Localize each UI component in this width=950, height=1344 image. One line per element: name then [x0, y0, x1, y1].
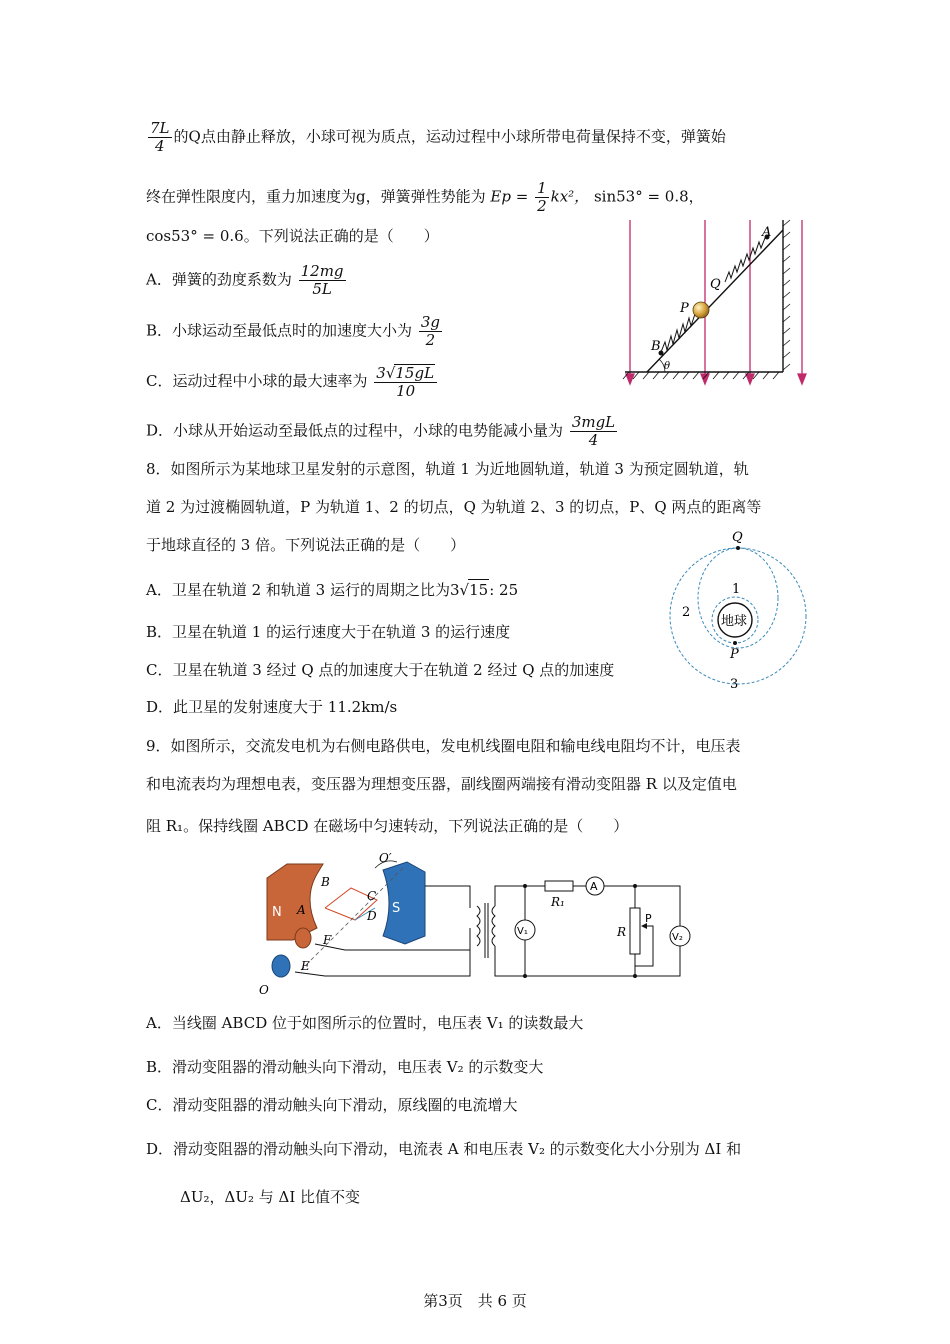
- label-r: R: [617, 925, 627, 939]
- q7-option-a: A．弹簧的劲度系数为 $\frac{12mg}{5L}$: [146, 262, 344, 298]
- ball: [693, 302, 709, 318]
- incline-rod: [647, 230, 783, 372]
- north-magnet: [267, 864, 323, 940]
- label-orbit-3: 3: [730, 677, 739, 692]
- label-ammeter: A: [590, 880, 598, 893]
- label-p: P: [730, 647, 739, 662]
- q7-option-b-frac: $\frac{3g}{2}$: [420, 313, 440, 349]
- label-c: C: [367, 889, 377, 903]
- label-r1: R₁: [551, 895, 565, 909]
- wire-primary-bottom: [295, 950, 470, 976]
- q9-line3: 阻 R₁。保持线圈 ABCD 在磁场中匀速转动，下列说法正确的是（ ）: [146, 817, 629, 835]
- rheostat-r: [630, 908, 640, 954]
- q7-option-a-frac: $\frac{12mg}{5L}$: [300, 262, 344, 298]
- south-magnet: [383, 862, 425, 944]
- q7-option-c-frac: $\frac{3√15gL}{10}$: [374, 364, 437, 400]
- q9-option-b: B．滑动变阻器的滑动触头向下滑动，电压表 V₂ 的示数变大: [146, 1058, 544, 1076]
- wall-hatch: [783, 220, 790, 370]
- lower-spring: [661, 314, 695, 352]
- slider-wire: [643, 926, 653, 938]
- q7-option-d-frac: $\frac{\text{3mgL}}{4}$: [571, 413, 616, 449]
- label-b: B: [651, 339, 661, 354]
- q7-incline-figure: [615, 212, 815, 392]
- q8-line3: 于地球直径的 3 倍。下列说法正确的是（ ）: [146, 536, 466, 554]
- q9-option-d-line2: ΔU₂，ΔU₂ 与 ΔI 比值不变: [180, 1188, 361, 1206]
- label-f: F: [323, 933, 332, 947]
- point-p-dot: [733, 641, 737, 645]
- label-e: E: [301, 959, 310, 973]
- q7-option-d: D．小球从开始运动至最低点的过程中，小球的电势能减小量为 $\frac{\text{3mgL}}{4}$: [146, 413, 616, 449]
- node-2: [633, 884, 637, 888]
- q8-line2: 道 2 为过渡椭圆轨道，P 为轨道 1、2 的切点，Q 为轨道 2、3 的切点，P、Q 两点的距离等: [146, 498, 762, 516]
- label-n: N: [272, 905, 282, 920]
- label-p: P: [680, 301, 689, 316]
- q7-line3: cos53° = 0.6。下列说法正确的是（ ）: [146, 227, 439, 245]
- q7-option-c: C．运动过程中小球的最大速率为 $\frac{3√15gL}{10}$: [146, 364, 439, 400]
- label-a: A: [762, 225, 772, 240]
- label-orbit-2: 2: [682, 605, 691, 620]
- q8-option-a: A．卫星在轨道 2 和轨道 3 运行的周期之比为3√15: 25: [146, 581, 519, 599]
- node-3: [523, 974, 527, 978]
- q7-frac-7L4: $\frac{7L}{4}$: [150, 119, 170, 155]
- node-1: [523, 884, 527, 888]
- q7-option-b: B．小球运动至最低点时的加速度大小为 $\frac{3g}{2}$: [146, 313, 440, 349]
- upper-spring: [725, 238, 765, 282]
- q7-option-c-num: 3√15gL: [374, 364, 437, 383]
- q9-generator-circuit-figure: [255, 848, 695, 998]
- label-q: Q: [710, 277, 721, 292]
- resistor-r1: [545, 881, 573, 891]
- q9-line1: 9．如图所示，交流发电机为右侧电路供电，发电机线圈电阻和输电线电阻均不计，电压表: [146, 737, 741, 755]
- q8-orbit-figure: [660, 528, 820, 693]
- earth-label: 地球: [721, 614, 748, 629]
- wire-primary-link: [425, 886, 470, 908]
- secondary-coil: [492, 906, 495, 946]
- label-v2: V₂: [672, 932, 683, 943]
- label-b: B: [321, 875, 330, 889]
- electric-field-lines: [626, 220, 806, 384]
- theta-label: θ: [664, 361, 671, 372]
- label-q: Q: [732, 530, 743, 545]
- primary-coil: [477, 906, 480, 946]
- q9-line2: 和电流表均为理想电表，变压器为理想变压器，副线圈两端接有滑动变阻器 R 以及定值电: [146, 775, 737, 793]
- q9-option-c: C．滑动变阻器的滑动触头向下滑动，原线圈的电流增大: [146, 1096, 518, 1114]
- q7-line1: $\frac{7L}{4}$ 的Q点由静止释放，小球可视为质点，运动过程中小球所带电荷量保持不变，弹簧始: [150, 119, 726, 155]
- page-footer: 第3页 共 6 页: [423, 1292, 527, 1310]
- q9-option-a: A．当线圈 ABCD 位于如图所示的位置时，电压表 V₁ 的读数最大: [146, 1014, 584, 1032]
- q7-frac-half: $\frac{1}{2}$: [537, 179, 547, 215]
- q8-option-d: D．此卫星的发射速度大于 11.2km/s: [146, 698, 398, 716]
- point-q-dot: [736, 546, 740, 550]
- node-4: [633, 974, 637, 978]
- slip-ring-e: [272, 955, 290, 977]
- label-s: S: [392, 901, 401, 916]
- label-v1: V₁: [517, 926, 528, 937]
- q8-option-b: B．卫星在轨道 1 的运行速度大于在轨道 3 的运行速度: [146, 623, 511, 641]
- label-o-prime: O′: [379, 851, 392, 865]
- label-o: O: [259, 983, 269, 997]
- label-d: D: [367, 909, 377, 923]
- q8-option-c: C．卫星在轨道 3 经过 Q 点的加速度大于在轨道 2 经过 Q 点的加速度: [146, 661, 615, 679]
- q7-line2: 终在弹性限度内，重力加速度为g，弹簧弹性势能为 Ep = $\frac{1}{2}$ kx²， sin53° = 0.8，: [146, 179, 704, 215]
- label-a: A: [297, 903, 306, 917]
- q8-line1: 8．如图所示为某地球卫星发射的示意图，轨道 1 为近地圆轨道，轨道 3 为预定圆轨道，轨: [146, 460, 749, 478]
- q9-option-d-line1: D．滑动变阻器的滑动触头向下滑动，电流表 A 和电压表 V₂ 的示数变化大小分别为 ΔI 和: [146, 1140, 742, 1158]
- label-orbit-1: 1: [732, 582, 741, 597]
- label-slider-p: P: [645, 912, 652, 925]
- slip-ring-f: [295, 928, 311, 948]
